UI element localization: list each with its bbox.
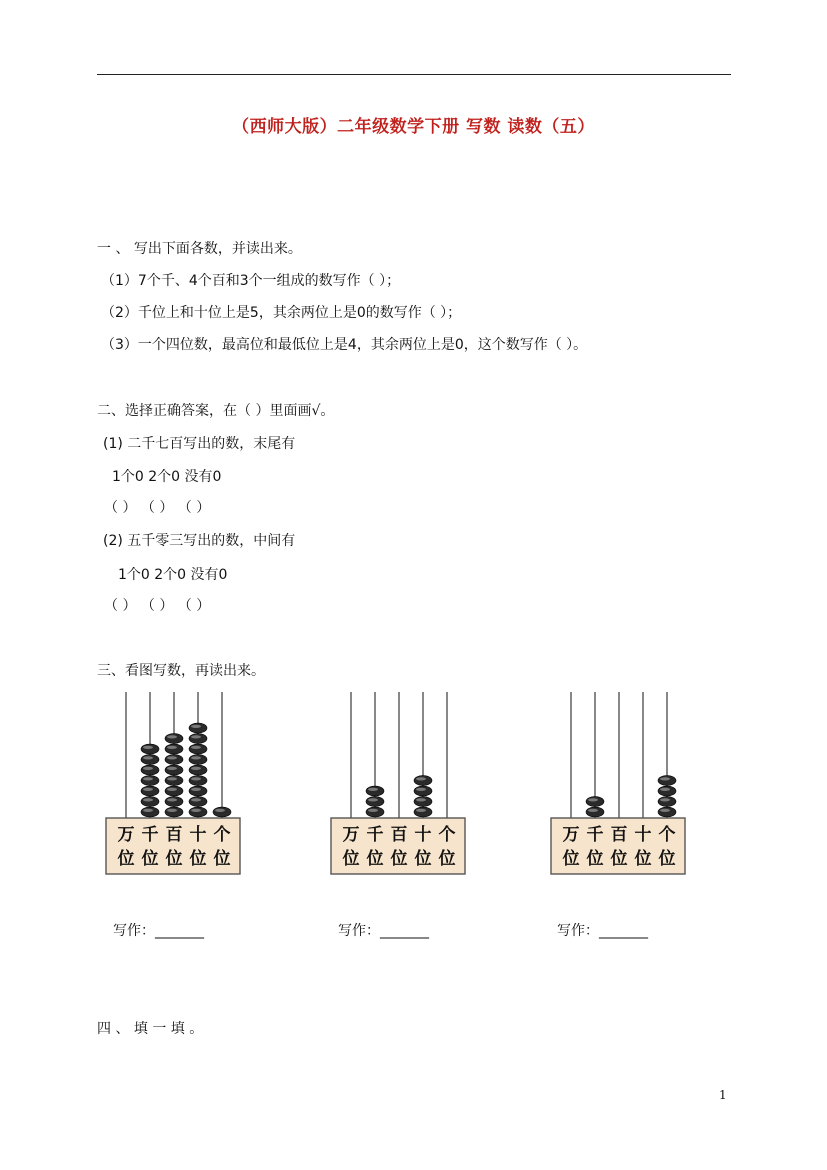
abacus-bead-highlight bbox=[588, 809, 598, 812]
abacus-1 bbox=[104, 690, 242, 876]
abacus-bead bbox=[141, 797, 159, 807]
abacus-bead-highlight bbox=[660, 798, 670, 801]
abacus-bead bbox=[414, 786, 432, 796]
section1-heading: 一 、 写出下面各数，并读出来。 bbox=[97, 241, 302, 257]
abacus-bead bbox=[658, 807, 676, 817]
section2-question-2: (2) 五千零三写出的数，中间有 bbox=[103, 533, 296, 549]
abacus-bead bbox=[141, 807, 159, 817]
place-label-top: 十 bbox=[634, 825, 652, 845]
place-label-bottom: 位 bbox=[117, 849, 135, 869]
abacus-bead-highlight bbox=[167, 756, 177, 759]
abacus-bead-highlight bbox=[660, 777, 670, 780]
abacus-bead bbox=[414, 807, 432, 817]
section2-q1-options: 1个0 2个0 没有0 bbox=[112, 469, 222, 485]
abacus-bead bbox=[658, 797, 676, 807]
place-label-bottom: 位 bbox=[634, 849, 652, 869]
section2-q2-brackets[interactable]: （ ） （ ） （ ） bbox=[104, 598, 211, 614]
abacus-bead-highlight bbox=[191, 777, 201, 780]
place-label-bottom: 位 bbox=[414, 849, 432, 869]
abacus-bead bbox=[165, 744, 183, 754]
place-label-bottom: 位 bbox=[562, 849, 580, 869]
abacus-bead-highlight bbox=[368, 798, 378, 801]
abacus-bead bbox=[366, 807, 384, 817]
section2-q2-options: 1个0 2个0 没有0 bbox=[118, 567, 228, 583]
abacus-bead-highlight bbox=[143, 798, 153, 801]
section2-heading: 二、选择正确答案，在（ ）里面画√。 bbox=[97, 403, 335, 419]
abacus-bead bbox=[189, 797, 207, 807]
section1-question-3: （3）一个四位数，最高位和最低位上是4，其余两位上是0，这个数写作（ ）。 bbox=[101, 337, 588, 353]
abacus-bead bbox=[213, 807, 231, 817]
abacus-bead-highlight bbox=[167, 777, 177, 780]
abacus-bead bbox=[165, 797, 183, 807]
abacus-bead-highlight bbox=[167, 746, 177, 749]
place-label-top: 百 bbox=[165, 825, 183, 845]
place-label-bottom: 位 bbox=[390, 849, 408, 869]
abacus-2-write-label[interactable]: 写作：_______ bbox=[338, 923, 429, 939]
abacus-bead-highlight bbox=[191, 798, 201, 801]
abacus-bead bbox=[141, 776, 159, 786]
page-number: 1 bbox=[719, 1088, 727, 1102]
place-label-top: 千 bbox=[586, 825, 604, 845]
abacus-bead bbox=[141, 744, 159, 754]
section2-question-1: (1) 二千七百写出的数，末尾有 bbox=[103, 436, 296, 452]
abacus-bead-highlight bbox=[143, 777, 153, 780]
abacus-bead-highlight bbox=[588, 798, 598, 801]
section3-heading: 三、看图写数，再读出来。 bbox=[97, 663, 265, 679]
abacus-bead-highlight bbox=[167, 798, 177, 801]
abacus-1-write-label[interactable]: 写作：_______ bbox=[113, 923, 204, 939]
place-label-top: 个 bbox=[213, 825, 231, 845]
place-label-top: 百 bbox=[610, 825, 628, 845]
abacus-bead-highlight bbox=[167, 788, 177, 791]
abacus-bead-highlight bbox=[143, 767, 153, 770]
place-label-top: 个 bbox=[658, 825, 676, 845]
place-label-top: 万 bbox=[342, 825, 360, 845]
section2-q1-brackets[interactable]: （ ） （ ） （ ） bbox=[104, 500, 211, 516]
place-label-bottom: 位 bbox=[189, 849, 207, 869]
abacus-bead bbox=[189, 744, 207, 754]
place-label-bottom: 位 bbox=[658, 849, 676, 869]
place-label-bottom: 位 bbox=[438, 849, 456, 869]
place-label-top: 十 bbox=[414, 825, 432, 845]
abacus-bead bbox=[189, 765, 207, 775]
abacus-bead-highlight bbox=[191, 788, 201, 791]
abacus-bead bbox=[658, 786, 676, 796]
abacus-bead-highlight bbox=[143, 756, 153, 759]
abacus-bead-highlight bbox=[191, 809, 201, 812]
abacus-bead-highlight bbox=[416, 788, 426, 791]
abacus-bead bbox=[165, 776, 183, 786]
abacus-bead bbox=[165, 765, 183, 775]
place-label-top: 万 bbox=[562, 825, 580, 845]
abacus-2 bbox=[329, 690, 467, 876]
abacus-bead bbox=[165, 807, 183, 817]
abacus-bead bbox=[189, 734, 207, 744]
abacus-bead-highlight bbox=[368, 809, 378, 812]
abacus-bead-highlight bbox=[143, 809, 153, 812]
abacus-bead bbox=[586, 807, 604, 817]
abacus-bead-highlight bbox=[660, 809, 670, 812]
abacus-bead bbox=[658, 776, 676, 786]
place-label-bottom: 位 bbox=[610, 849, 628, 869]
abacus-bead bbox=[189, 786, 207, 796]
abacus-bead-highlight bbox=[191, 746, 201, 749]
abacus-bead-highlight bbox=[416, 798, 426, 801]
section1-question-2: （2）千位上和十位上是5，其余两位上是0的数写作（ ）； bbox=[101, 305, 462, 321]
abacus-bead bbox=[165, 755, 183, 765]
abacus-bead-highlight bbox=[215, 809, 225, 812]
abacus-bead-highlight bbox=[191, 725, 201, 728]
place-label-bottom: 位 bbox=[165, 849, 183, 869]
abacus-bead-highlight bbox=[660, 788, 670, 791]
abacus-bead bbox=[189, 755, 207, 765]
place-label-top: 百 bbox=[390, 825, 408, 845]
abacus-bead bbox=[366, 797, 384, 807]
abacus-bead-highlight bbox=[167, 809, 177, 812]
abacus-bead bbox=[414, 776, 432, 786]
section1-question-1: （1）7个千、4个百和3个一组成的数写作（ ）； bbox=[101, 273, 401, 289]
abacus-bead bbox=[141, 765, 159, 775]
abacus-bead bbox=[189, 723, 207, 733]
abacus-bead bbox=[141, 755, 159, 765]
place-label-bottom: 位 bbox=[141, 849, 159, 869]
abacus-bead-highlight bbox=[167, 767, 177, 770]
abacus-bead bbox=[141, 786, 159, 796]
place-label-bottom: 位 bbox=[342, 849, 360, 869]
header-rule bbox=[97, 74, 731, 75]
abacus-bead-highlight bbox=[368, 788, 378, 791]
place-label-top: 个 bbox=[438, 825, 456, 845]
page-title: （西师大版）二年级数学下册 写数 读数（五） bbox=[232, 117, 595, 137]
abacus-bead-highlight bbox=[143, 746, 153, 749]
abacus-bead-highlight bbox=[416, 809, 426, 812]
abacus-bead bbox=[189, 776, 207, 786]
place-label-top: 千 bbox=[141, 825, 159, 845]
abacus-bead bbox=[189, 807, 207, 817]
abacus-bead-highlight bbox=[167, 735, 177, 738]
abacus-bead-highlight bbox=[143, 788, 153, 791]
place-label-bottom: 位 bbox=[213, 849, 231, 869]
abacus-bead bbox=[366, 786, 384, 796]
place-label-bottom: 位 bbox=[366, 849, 384, 869]
abacus-bead bbox=[165, 786, 183, 796]
abacus-bead-highlight bbox=[191, 767, 201, 770]
abacus-3-write-label[interactable]: 写作：_______ bbox=[557, 923, 648, 939]
place-label-top: 十 bbox=[189, 825, 207, 845]
abacus-bead bbox=[414, 797, 432, 807]
abacus-bead-highlight bbox=[191, 756, 201, 759]
place-label-top: 千 bbox=[366, 825, 384, 845]
place-label-bottom: 位 bbox=[586, 849, 604, 869]
abacus-3 bbox=[549, 690, 687, 876]
abacus-bead-highlight bbox=[191, 735, 201, 738]
abacus-bead bbox=[165, 734, 183, 744]
abacus-bead bbox=[586, 797, 604, 807]
abacus-bead-highlight bbox=[416, 777, 426, 780]
section4-heading: 四 、 填 一 填 。 bbox=[97, 1021, 204, 1037]
place-label-top: 万 bbox=[117, 825, 135, 845]
